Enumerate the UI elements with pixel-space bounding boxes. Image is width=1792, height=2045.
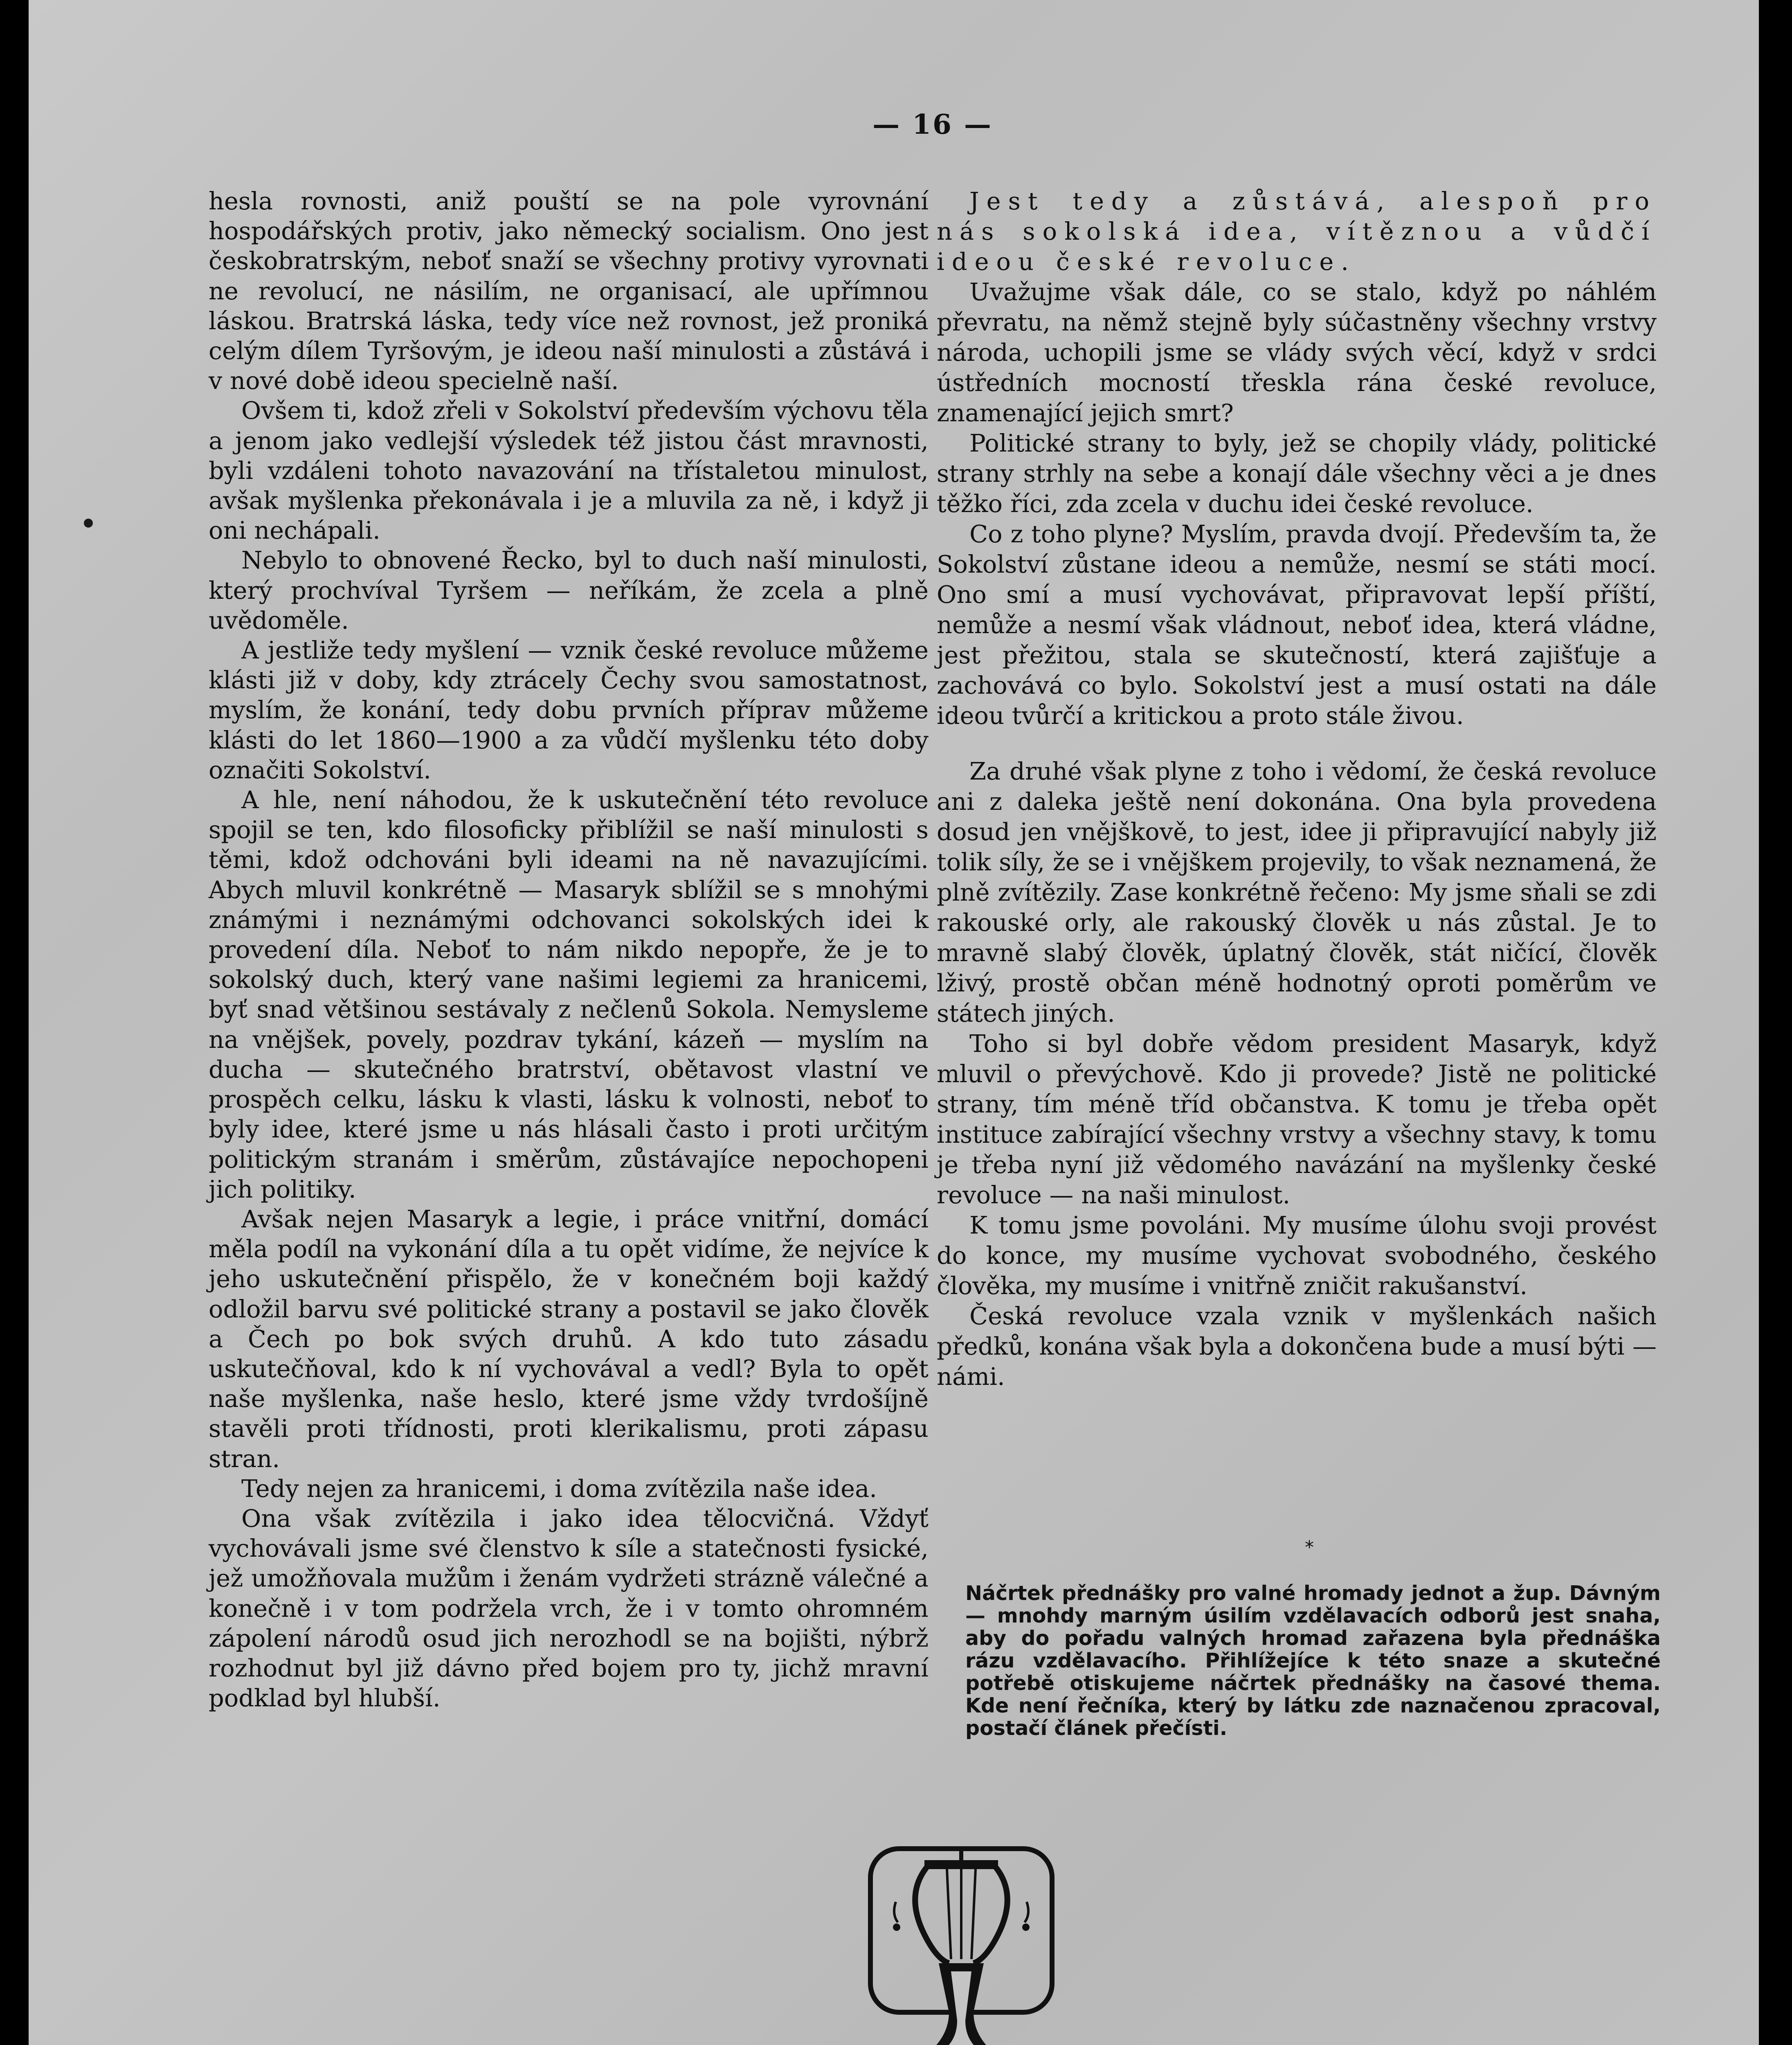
editorial-note bbox=[965, 1582, 1661, 1739]
left-paragraph-2: Ovšem ti, kdož zřeli v Sokolství především výchovu těla a jenom jako vedlejší výsledek též jistou část mravnosti, byli vzdáleni tohoto navazování na třístaletou minulost, avšak myšlenka překonávala i je a mluvila za ně, i když ji oni nechápali. bbox=[209, 396, 929, 545]
right-paragraph-1: Jest tedy a zůstává, alespoň pro nás sokolská idea, vítěznou a vůdčí ideou české revoluce. bbox=[937, 187, 1657, 276]
right-paragraph-7: K tomu jsme povoláni. My musíme úlohu svoji provést do konce, my musíme vychovat svobodného, českého člověka, my musíme i vnitřně zničit rakušanství. bbox=[937, 1211, 1657, 1300]
scan-border-right bbox=[1759, 0, 1792, 2045]
lyre-vase-emblem-icon bbox=[867, 1840, 1055, 2045]
editorial-note-text: Náčrtek přednášky pro valné hromady jednot a žup. Dávným — mnohdy marným úsilím vzdělavacích odborů jest snaha, aby do pořadu valných hromad zařazena byla přednáška rázu vzdělavacího. Přihlížejíce k této snaze a skutečné potřebě otiskujeme náčrtek přednášky na časové thema. Kde není řečníka, který by látku zde naznačenou zpracoval, postačí článek přečísti. bbox=[965, 1582, 1661, 1740]
right-paragraph-6: Toho si byl dobře vědom president Masaryk, když mluvil o převýchově. Kdo ji provede? Jistě ne politické strany, tím méně tříd občanstva. K tomu je třeba opět instituce zabírající všechny vrstvy a všechny stavy, k tomu je třeba nyní již vědomého navázání na myšlenky české revoluce — na naši minulost. bbox=[937, 1029, 1657, 1209]
margin-dot bbox=[84, 519, 93, 528]
left-paragraph-7: Tedy nejen za hranicemi, i doma zvítězila naše idea. bbox=[241, 1474, 877, 1503]
left-paragraph-8: Ona však zvítězila i jako idea tělocvičná. Vždyť vychovávali jsme své členstvo k síle a statečnosti fysické, jež umožňovala mužům i ženám vydržeti strázně válečné a konečně i v tom podržela vrch, že i v tomto ohromném zápolení národů osud jich nerozhodl se na bojišti, nýbrž rozhodnut byl již dávno před bojem pro ty, jichž mravní podklad byl hlubší. bbox=[209, 1504, 929, 1712]
right-paragraph-2: Uvažujme však dále, co se stalo, když po náhlém převratu, na němž stejně byly súčastněny všechny vrstvy národa, uchopili jsme se vlády svých věcí, když v srdci ústředních mocností třeskla rána české revoluce, znamenající jejich smrt? bbox=[937, 278, 1657, 427]
right-paragraph-3: Politické strany to byly, jež se chopily vlády, politické strany strhly na sebe a konají dále všechny věci a je dnes těžko říci, zda zcela v duchu idei české revoluce. bbox=[937, 429, 1657, 518]
scanned-page bbox=[29, 0, 1759, 2045]
left-paragraph-4: A jestliže tedy myšlení — vznik české revoluce můžeme klásti již v doby, kdy ztrácely Čechy svou samostatnost, myslím, že konání, tedy dobu prvních příprav můžeme klásti do let 1860—1900 a za vůdčí myšlenku této doby označiti Sokolství. bbox=[209, 636, 929, 784]
right-paragraph-5: Za druhé však plyne z toho i vědomí, že česká revoluce ani z daleka ještě není dokonána. Ona byla provedena dosud jen vnějškově, to jest, idee ji připravující nabyly již tolik síly, že se i vnějškem projevily, to však neznamená, že plně zvítězily. Zase konkrétně řečeno: My jsme sňali se zdi rakouské orly, ale rakouský člověk u nás zůstal. Je to mravně slabý člověk, úplatný člověk, stát ničící, člověk lživý, prostě občan méně hodnotný oproti poměrům ve státech jiných. bbox=[937, 757, 1657, 1027]
section-separator: * bbox=[1305, 1537, 1314, 1558]
left-paragraph-1: hesla rovnosti, aniž pouští se na pole vyrovnání hospodářských protiv, jako německý socialism. Ono jest českobratrským, neboť snaží se všechny protivy vyrovnati ne revolucí, ne násilím, ne organisací, ale upřímnou láskou. Bratrská láska, tedy více než rovnost, jež proniká celým dílem Tyršovým, je ideou naší minulosti a zůstává i v nové době ideou specielně naší. bbox=[209, 187, 929, 395]
left-column bbox=[209, 186, 929, 1713]
left-paragraph-5: A hle, není náhodou, že k uskutečnění této revoluce spojil se ten, kdo filosoficky přiblížil se naší minulosti s těmi, kdož odchováni byli ideami na ně navazujícími. Abych mluvil konkrétně — Masaryk sblížil se s mnohými známými i neznámými odchovanci sokolských idei k provedení díla. Neboť to nám nikdo nepopře, že je to sokolský duch, který vane našimi legiemi za hranicemi, byť snad většinou sestávaly z nečlenů Sokola. Nemysleme na vnějšek, povely, pozdrav tykání, kázeň — myslím na ducha — skutečného bratrství, obětavost vlastní ve prospěch celku, lásku k vlasti, lásku k volnosti, neboť to byly idee, které jsme u nás hlásali často i proti určitým politickým stranám i směrům, zůstávajíce nepochopeni jich politiky. bbox=[209, 786, 929, 1203]
right-paragraph-8: Česká revoluce vzala vznik v myšlenkách našich předků, konána však byla a dokončena bude a musí býti — námi. bbox=[937, 1302, 1657, 1391]
left-paragraph-3: Nebylo to obnovené Řecko, byl to duch naší minulosti, který prochvíval Tyršem — neříkám, že zcela a plně uvědoměle. bbox=[209, 546, 929, 634]
page-number: — 16 — bbox=[872, 108, 993, 140]
right-paragraph-4: Co z toho plyne? Myslím, pravda dvojí. Především ta, že Sokolství zůstane ideou a nemůže, nesmí se státi mocí. Ono smí a musí vychovávat, připravovat lepší příští, nemůže a nesmí však vládnout, neboť idea, která vládne, jest přežitou, stala se skutečností, která zajišťuje a zachovává co bylo. Sokolství jest a musí ostati na dále ideou tvůrčí a kritickou a proto stále živou. bbox=[937, 520, 1657, 730]
left-paragraph-6: Avšak nejen Masaryk a legie, i práce vnitřní, domácí měla podíl na vykonání díla a tu opět vidíme, že nejvíce k jeho uskutečnění přispělo, že v konečném boji každý odložil barvu své politické strany a postavil se jako člověk a Čech po bok svých druhů. A kdo tuto zásadu uskutečňoval, kdo k ní vychovával a vedl? Byla to opět naše myšlenka, naše heslo, které jsme vždy tvrdošíjně stavěli proti třídnosti, proti klerikalismu, proti zápasu stran. bbox=[209, 1205, 929, 1473]
right-column bbox=[937, 186, 1657, 1392]
